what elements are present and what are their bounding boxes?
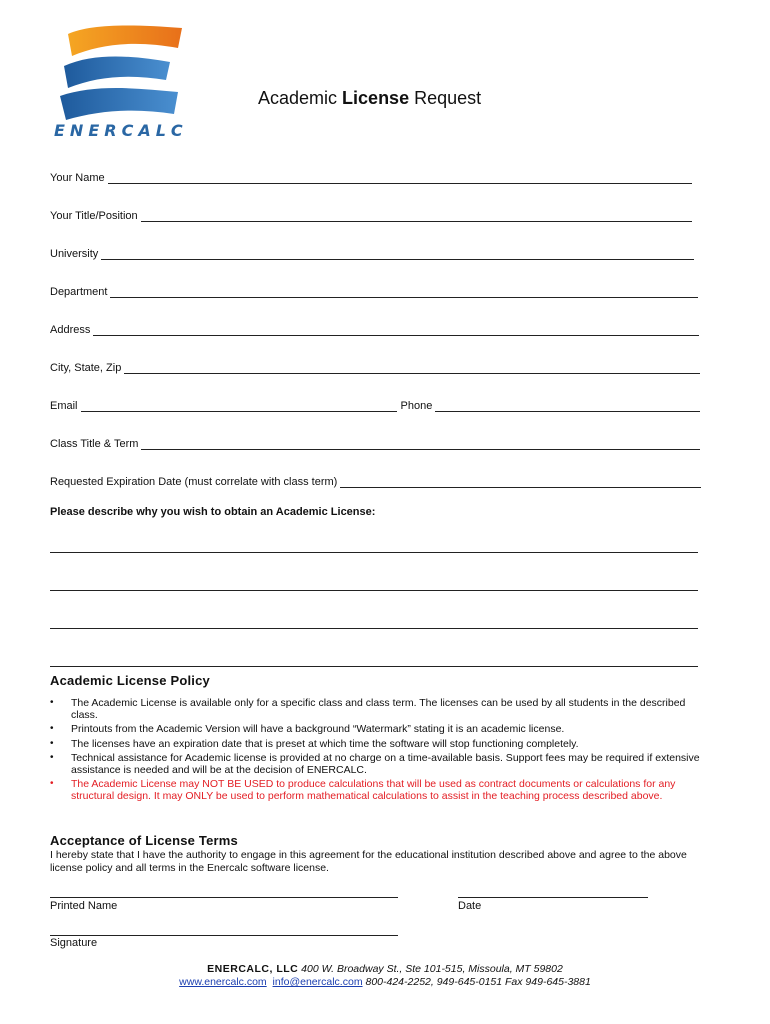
policy-item: • Printouts from the Academic Version will have a background “Watermark” stating it is an academic license. <box>50 723 712 735</box>
city-state-zip-field[interactable] <box>50 360 700 374</box>
printed-name-label: Printed Name <box>50 900 118 912</box>
department-label: Department <box>50 286 108 298</box>
email-input-line[interactable] <box>81 401 397 412</box>
expiration-date-label: Requested Expiration Date (must correlate with class term) <box>50 476 338 488</box>
printed-name-line[interactable] <box>50 897 398 898</box>
policy-list <box>50 697 712 805</box>
date-label: Date <box>458 900 482 912</box>
title-position-field[interactable] <box>50 208 692 222</box>
expiration-date-field[interactable] <box>50 474 701 488</box>
title-position-label: Your Title/Position <box>50 210 138 222</box>
reason-line-1[interactable] <box>50 552 698 553</box>
logo-wordmark: ENERCALC <box>54 121 188 140</box>
date-line[interactable] <box>458 897 648 898</box>
address-label: Address <box>50 324 91 336</box>
describe-prompt: Please describe why you wish to obtain an Academic License: <box>50 506 376 518</box>
policy-item: • The licenses have an expiration date that is preset at which time the software will stop functioning completely. <box>50 738 712 750</box>
address-field[interactable] <box>50 322 699 336</box>
policy-item-warning: • The Academic License may NOT BE USED to produce calculations that will be used as contract documents or calculations for any structural design. It may ONLY be used to perform mathematical calculations to assist in the teaching process described above. <box>50 778 712 802</box>
acceptance-statement: I hereby state that I have the authority to engage in this agreement for the educational institution described above and agree to the above license policy and all terms in the Enercalc software license. <box>50 849 687 874</box>
policy-heading: Academic License Policy <box>50 673 210 688</box>
policy-item: • Technical assistance for Academic license is provided at no charge on a time-available basis. Support fees may be required if extensive assistance is needed and will be at the decision of ENERCALC. <box>50 752 712 776</box>
footer-address-line <box>0 963 770 975</box>
signature-line[interactable] <box>50 935 398 936</box>
city-state-zip-label: City, State, Zip <box>50 362 122 374</box>
reason-line-4[interactable] <box>50 666 698 667</box>
email-link[interactable]: info@enercalc.com <box>272 976 363 988</box>
footer-contact-line <box>0 976 770 988</box>
policy-item: • The Academic License is available only for a specific class and class term. The licenses can be used by all students in the described class. <box>50 697 712 721</box>
phone-input-line[interactable] <box>435 401 700 412</box>
reason-line-2[interactable] <box>50 590 698 591</box>
name-field[interactable] <box>50 170 692 184</box>
footer-company: ENERCALC, LLC <box>207 963 299 975</box>
department-field[interactable] <box>50 284 698 298</box>
signature-label: Signature <box>50 937 98 949</box>
class-title-term-label: Class Title & Term <box>50 438 139 450</box>
university-field[interactable] <box>50 246 694 260</box>
name-label: Your Name <box>50 172 105 184</box>
page-title: Academic License Request <box>258 88 482 108</box>
footer-address: 400 W. Broadway St., Ste 101-515, Missoula, MT 59802 <box>301 963 563 975</box>
reason-line-3[interactable] <box>50 628 698 629</box>
university-label: University <box>50 248 99 260</box>
email-phone-row <box>50 398 700 412</box>
class-title-term-field[interactable] <box>50 436 700 450</box>
footer-phones: 800-424-2252, 949-645-0151 Fax 949-645-3881 <box>365 976 591 988</box>
website-link[interactable]: www.enercalc.com <box>179 976 267 988</box>
phone-label: Phone <box>400 400 433 412</box>
acceptance-heading: Acceptance of License Terms <box>50 833 238 848</box>
email-label: Email <box>50 400 78 412</box>
